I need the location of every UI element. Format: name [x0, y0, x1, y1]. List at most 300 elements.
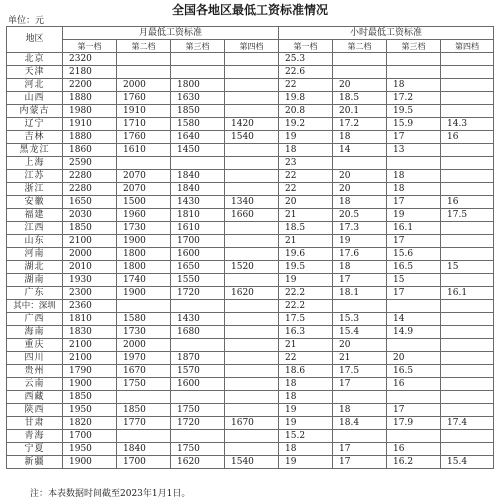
monthly-tier-3-cell: 1640: [171, 131, 225, 144]
monthly-tier-2-cell: 1840: [117, 443, 171, 456]
hourly-tier-3-cell: 17: [387, 235, 441, 248]
monthly-tier-4-cell: [225, 326, 279, 339]
hourly-tier-4-cell: [441, 144, 494, 157]
hourly-tier-4-cell: 16.1: [441, 287, 494, 300]
hourly-tier-4-cell: [441, 365, 494, 378]
monthly-tier-1-cell: 2000: [63, 248, 117, 261]
monthly-tier-3-cell: 1630: [171, 92, 225, 105]
monthly-tier-2-cell: 2070: [117, 183, 171, 196]
monthly-tier-3-cell: 1850: [171, 105, 225, 118]
table-row: [7, 235, 494, 248]
hourly-tier-2-cell: 18: [333, 261, 387, 274]
region-cell: 天津: [7, 66, 63, 79]
monthly-tier-4-cell: [225, 144, 279, 157]
hourly-tier-1-cell: 19: [279, 274, 333, 287]
monthly-tier-4-cell: [225, 430, 279, 443]
table-row: [7, 196, 494, 209]
hourly-tier-3-cell: 16.1: [387, 222, 441, 235]
monthly-tier-1-cell: 2010: [63, 261, 117, 274]
region-cell: 其中：深圳: [7, 300, 63, 313]
monthly-tier-3-cell: 1550: [171, 274, 225, 287]
monthly-tier-1-cell: 1880: [63, 92, 117, 105]
monthly-tier-3-cell: 1600: [171, 248, 225, 261]
monthly-tier-4-cell: [225, 313, 279, 326]
header-row-groups: [7, 27, 494, 40]
table-row: [7, 66, 494, 79]
monthly-tier-1-cell: 1950: [63, 443, 117, 456]
monthly-tier-1-cell: 2360: [63, 300, 117, 313]
hourly-tier-2-cell: [333, 430, 387, 443]
monthly-tier-4-cell: [225, 183, 279, 196]
hourly-tier-4-cell: [441, 313, 494, 326]
region-cell: 宁夏: [7, 443, 63, 456]
monthly-tier-3-cell: 1720: [171, 417, 225, 430]
monthly-tier-2-cell: 1770: [117, 417, 171, 430]
hourly-tier-2-cell: 14: [333, 144, 387, 157]
monthly-tier-4-cell: [225, 365, 279, 378]
hourly-tier-3-cell: 17: [387, 404, 441, 417]
monthly-tier-1-cell: 2280: [63, 183, 117, 196]
monthly-tier-3-cell: 1840: [171, 170, 225, 183]
monthly-tier-2-cell: 1910: [117, 105, 171, 118]
region-cell: 海南: [7, 326, 63, 339]
region-header: 地区: [7, 27, 63, 53]
table-row: [7, 352, 494, 365]
monthly-tier-1-cell: 1820: [63, 417, 117, 430]
monthly-tier-2-cell: [117, 53, 171, 66]
hourly-tier-4-cell: 16: [441, 131, 494, 144]
hourly-tier-4-cell: [441, 222, 494, 235]
monthly-tier-3-header: 第三档: [171, 40, 225, 53]
monthly-tier-2-cell: [117, 300, 171, 313]
hourly-tier-1-cell: 18: [279, 391, 333, 404]
monthly-tier-1-cell: 2100: [63, 339, 117, 352]
monthly-tier-2-cell: 2070: [117, 170, 171, 183]
table-row: [7, 222, 494, 235]
monthly-tier-2-cell: 1750: [117, 378, 171, 391]
hourly-tier-3-cell: [387, 66, 441, 79]
hourly-tier-3-cell: 13: [387, 144, 441, 157]
monthly-tier-1-cell: 2590: [63, 157, 117, 170]
monthly-tier-1-cell: 1700: [63, 430, 117, 443]
monthly-tier-1-cell: 1910: [63, 118, 117, 131]
monthly-tier-4-cell: [225, 352, 279, 365]
footnote: 注：本表数据时间截至2023年1月1日。: [30, 489, 191, 499]
hourly-tier-1-cell: 16.3: [279, 326, 333, 339]
monthly-tier-2-cell: [117, 391, 171, 404]
hourly-tier-2-cell: 15.4: [333, 326, 387, 339]
monthly-tier-4-cell: 1660: [225, 209, 279, 222]
hourly-tier-2-cell: 17.6: [333, 248, 387, 261]
monthly-tier-2-cell: 2000: [117, 339, 171, 352]
monthly-tier-3-cell: 1570: [171, 365, 225, 378]
monthly-tier-3-cell: 1600: [171, 378, 225, 391]
region-cell: 安徽: [7, 196, 63, 209]
hourly-tier-4-cell: [441, 92, 494, 105]
region-cell: 黑龙江: [7, 144, 63, 157]
hourly-tier-1-cell: 23: [279, 157, 333, 170]
hourly-tier-2-cell: 19: [333, 235, 387, 248]
table-row: [7, 79, 494, 92]
table-row: [7, 378, 494, 391]
hourly-tier-3-cell: [387, 430, 441, 443]
hourly-tier-4-cell: [441, 300, 494, 313]
monthly-tier-2-cell: [117, 66, 171, 79]
monthly-tier-4-cell: [225, 105, 279, 118]
hourly-tier-3-cell: [387, 391, 441, 404]
table-row: [7, 300, 494, 313]
hourly-tier-1-cell: 19.2: [279, 118, 333, 131]
monthly-tier-2-cell: 1760: [117, 92, 171, 105]
monthly-tier-3-cell: [171, 339, 225, 352]
hourly-tier-1-cell: 19: [279, 456, 333, 469]
monthly-tier-4-header: 第四档: [225, 40, 279, 53]
hourly-tier-4-cell: [441, 443, 494, 456]
region-cell: 陕西: [7, 404, 63, 417]
region-cell: 北京: [7, 53, 63, 66]
table-row: [7, 105, 494, 118]
monthly-tier-4-cell: [225, 235, 279, 248]
hourly-tier-1-cell: 19: [279, 131, 333, 144]
region-cell: 上海: [7, 157, 63, 170]
hourly-tier-2-cell: 21: [333, 352, 387, 365]
monthly-tier-4-cell: [225, 443, 279, 456]
monthly-tier-4-cell: [225, 66, 279, 79]
table-row: [7, 313, 494, 326]
region-cell: 甘肃: [7, 417, 63, 430]
hourly-tier-1-cell: 19: [279, 417, 333, 430]
monthly-tier-1-cell: 2200: [63, 79, 117, 92]
hourly-tier-2-cell: [333, 391, 387, 404]
hourly-tier-3-header: 第三档: [387, 40, 441, 53]
monthly-tier-1-cell: 2100: [63, 352, 117, 365]
hourly-tier-3-cell: [387, 157, 441, 170]
hourly-tier-3-cell: 15.6: [387, 248, 441, 261]
hourly-tier-4-cell: [441, 274, 494, 287]
hourly-tier-1-cell: 19: [279, 404, 333, 417]
monthly-tier-4-cell: [225, 274, 279, 287]
monthly-tier-1-cell: 2280: [63, 170, 117, 183]
hourly-tier-3-cell: 16: [387, 443, 441, 456]
region-cell: 山西: [7, 92, 63, 105]
hourly-tier-1-cell: 18: [279, 378, 333, 391]
monthly-tier-4-cell: [225, 404, 279, 417]
hourly-tier-1-cell: 22.2: [279, 287, 333, 300]
monthly-tier-3-cell: 1800: [171, 79, 225, 92]
monthly-tier-2-header: 第二档: [117, 40, 171, 53]
hourly-tier-3-cell: 15: [387, 274, 441, 287]
monthly-tier-4-cell: [225, 222, 279, 235]
hourly-tier-4-cell: 15.4: [441, 456, 494, 469]
hourly-tier-1-cell: 18: [279, 443, 333, 456]
table-row: [7, 391, 494, 404]
hourly-tier-1-cell: 22.2: [279, 300, 333, 313]
hourly-tier-2-cell: 18.4: [333, 417, 387, 430]
hourly-tier-2-cell: 17.2: [333, 118, 387, 131]
hourly-tier-3-cell: 16.2: [387, 456, 441, 469]
hourly-tier-4-cell: [441, 66, 494, 79]
table-row: [7, 248, 494, 261]
monthly-tier-3-cell: 1810: [171, 209, 225, 222]
monthly-tier-1-cell: 1810: [63, 313, 117, 326]
region-cell: 广西: [7, 313, 63, 326]
region-cell: 内蒙古: [7, 105, 63, 118]
hourly-tier-4-cell: 14.3: [441, 118, 494, 131]
table-row: [7, 274, 494, 287]
hourly-tier-3-cell: [387, 339, 441, 352]
hourly-tier-3-cell: 17: [387, 196, 441, 209]
hourly-tier-1-cell: 21: [279, 235, 333, 248]
monthly-tier-3-cell: 1840: [171, 183, 225, 196]
monthly-tier-3-cell: 1430: [171, 196, 225, 209]
hourly-tier-4-cell: [441, 391, 494, 404]
region-cell: 福建: [7, 209, 63, 222]
table-row: [7, 430, 494, 443]
region-cell: 山东: [7, 235, 63, 248]
hourly-tier-4-cell: [441, 430, 494, 443]
monthly-tier-1-cell: 2180: [63, 66, 117, 79]
hourly-tier-1-cell: 18.6: [279, 365, 333, 378]
monthly-tier-1-cell: 1980: [63, 105, 117, 118]
region-cell: 河南: [7, 248, 63, 261]
monthly-tier-1-cell: 1790: [63, 365, 117, 378]
hourly-tier-1-cell: 22: [279, 183, 333, 196]
table-row: [7, 131, 494, 144]
hourly-tier-4-cell: [441, 157, 494, 170]
hourly-tier-4-cell: 16: [441, 196, 494, 209]
hourly-tier-2-cell: [333, 66, 387, 79]
monthly-tier-3-cell: [171, 430, 225, 443]
hourly-tier-3-cell: 18: [387, 183, 441, 196]
hourly-tier-1-cell: 22: [279, 352, 333, 365]
monthly-tier-2-cell: 1900: [117, 235, 171, 248]
hourly-tier-1-cell: 18.5: [279, 222, 333, 235]
monthly-tier-2-cell: 1710: [117, 118, 171, 131]
monthly-tier-4-cell: 1670: [225, 417, 279, 430]
monthly-tier-4-cell: [225, 339, 279, 352]
monthly-tier-2-cell: 1800: [117, 261, 171, 274]
monthly-tier-3-cell: [171, 66, 225, 79]
hourly-tier-3-cell: 16.5: [387, 261, 441, 274]
monthly-tier-4-cell: 1420: [225, 118, 279, 131]
monthly-tier-3-cell: 1650: [171, 261, 225, 274]
monthly-tier-3-cell: 1620: [171, 456, 225, 469]
hourly-tier-2-cell: [333, 300, 387, 313]
monthly-tier-3-cell: 1750: [171, 404, 225, 417]
region-cell: 新疆: [7, 456, 63, 469]
hourly-tier-1-cell: 18: [279, 144, 333, 157]
monthly-tier-4-cell: 1520: [225, 261, 279, 274]
monthly-tier-3-cell: 1610: [171, 222, 225, 235]
table-row: [7, 443, 494, 456]
hourly-tier-2-cell: 15.3: [333, 313, 387, 326]
hourly-tier-1-cell: 21: [279, 209, 333, 222]
table-row: [7, 170, 494, 183]
hourly-tier-1-cell: 15.2: [279, 430, 333, 443]
monthly-tier-1-cell: 1650: [63, 196, 117, 209]
hourly-tier-2-cell: 17: [333, 456, 387, 469]
hourly-tier-4-cell: [441, 339, 494, 352]
table-row: [7, 456, 494, 469]
hourly-tier-4-cell: [441, 53, 494, 66]
region-cell: 河北: [7, 79, 63, 92]
monthly-tier-4-cell: 1540: [225, 131, 279, 144]
hourly-tier-2-cell: 18: [333, 404, 387, 417]
hourly-tier-4-cell: [441, 79, 494, 92]
monthly-tier-4-cell: [225, 53, 279, 66]
region-cell: 重庆: [7, 339, 63, 352]
hourly-tier-3-cell: 18: [387, 170, 441, 183]
monthly-tier-3-cell: [171, 53, 225, 66]
hourly-tier-2-cell: 20: [333, 339, 387, 352]
region-cell: 四川: [7, 352, 63, 365]
region-cell: 吉林: [7, 131, 63, 144]
monthly-tier-2-cell: 1850: [117, 404, 171, 417]
hourly-tier-4-cell: [441, 378, 494, 391]
monthly-tier-4-cell: [225, 248, 279, 261]
region-cell: 江苏: [7, 170, 63, 183]
region-cell: 湖北: [7, 261, 63, 274]
hourly-tier-2-cell: 20: [333, 183, 387, 196]
monthly-tier-2-cell: 1730: [117, 326, 171, 339]
monthly-tier-1-cell: 1880: [63, 131, 117, 144]
monthly-tier-1-cell: 2100: [63, 235, 117, 248]
monthly-tier-2-cell: 1960: [117, 209, 171, 222]
monthly-tier-2-cell: 1900: [117, 287, 171, 300]
hourly-tier-2-cell: 20: [333, 170, 387, 183]
monthly-tier-1-cell: 1850: [63, 222, 117, 235]
hourly-tier-2-cell: 18.5: [333, 92, 387, 105]
monthly-tier-2-cell: [117, 157, 171, 170]
monthly-tier-3-cell: 1700: [171, 235, 225, 248]
hourly-tier-2-cell: 20.1: [333, 105, 387, 118]
table-row: [7, 261, 494, 274]
table-row: [7, 417, 494, 430]
monthly-tier-4-cell: [225, 378, 279, 391]
table-row: [7, 144, 494, 157]
hourly-tier-1-cell: 19.6: [279, 248, 333, 261]
monthly-tier-2-cell: 1740: [117, 274, 171, 287]
monthly-tier-3-cell: 1580: [171, 118, 225, 131]
monthly-tier-3-cell: [171, 300, 225, 313]
hourly-tier-3-cell: [387, 53, 441, 66]
region-cell: 浙江: [7, 183, 63, 196]
page-title: 全国各地区最低工资标准情况: [171, 3, 328, 17]
hourly-tier-2-cell: [333, 53, 387, 66]
hourly-tier-4-cell: 15: [441, 261, 494, 274]
table-row: [7, 209, 494, 222]
monthly-tier-1-cell: 1830: [63, 326, 117, 339]
monthly-tier-2-cell: 1800: [117, 248, 171, 261]
monthly-tier-1-cell: 2300: [63, 287, 117, 300]
monthly-tier-2-cell: [117, 430, 171, 443]
hourly-tier-2-cell: 17: [333, 443, 387, 456]
region-cell: 广东: [7, 287, 63, 300]
hourly-tier-1-cell: 17.5: [279, 313, 333, 326]
table-body: [7, 53, 494, 469]
monthly-tier-3-cell: 1720: [171, 287, 225, 300]
table-row: [7, 92, 494, 105]
monthly-tier-4-cell: [225, 157, 279, 170]
monthly-tier-2-cell: 1610: [117, 144, 171, 157]
monthly-tier-1-cell: 1900: [63, 378, 117, 391]
monthly-tier-3-cell: 1450: [171, 144, 225, 157]
region-cell: 西藏: [7, 391, 63, 404]
hourly-tier-2-header: 第二档: [333, 40, 387, 53]
hourly-tier-2-cell: 18.1: [333, 287, 387, 300]
hourly-tier-3-cell: 18: [387, 79, 441, 92]
unit-label: 单位：元: [8, 16, 45, 26]
hourly-tier-4-cell: [441, 235, 494, 248]
monthly-tier-1-cell: 1900: [63, 456, 117, 469]
table-row: [7, 339, 494, 352]
monthly-tier-1-header: 第一档: [63, 40, 117, 53]
table-row: [7, 404, 494, 417]
table-row: [7, 157, 494, 170]
hourly-tier-3-cell: 19.5: [387, 105, 441, 118]
monthly-tier-1-cell: 1860: [63, 144, 117, 157]
hourly-tier-1-cell: 19.8: [279, 92, 333, 105]
monthly-tier-1-cell: 2320: [63, 53, 117, 66]
hourly-tier-2-cell: 17: [333, 378, 387, 391]
hourly-tier-3-cell: 16.5: [387, 365, 441, 378]
hourly-tier-3-cell: 17.2: [387, 92, 441, 105]
hourly-tier-3-cell: 14.9: [387, 326, 441, 339]
hourly-tier-4-cell: [441, 183, 494, 196]
hourly-tier-1-cell: 21: [279, 339, 333, 352]
hourly-tier-1-cell: 22.6: [279, 66, 333, 79]
hourly-tier-4-cell: 17.5: [441, 209, 494, 222]
hourly-tier-3-cell: 17: [387, 287, 441, 300]
monthly-tier-2-cell: 1760: [117, 131, 171, 144]
monthly-tier-2-cell: 1500: [117, 196, 171, 209]
monthly-tier-1-cell: 1950: [63, 404, 117, 417]
monthly-tier-3-cell: 1870: [171, 352, 225, 365]
hourly-tier-2-cell: 20.5: [333, 209, 387, 222]
hourly-tier-1-cell: 22: [279, 170, 333, 183]
monthly-tier-4-cell: [225, 170, 279, 183]
monthly-tier-4-cell: [225, 79, 279, 92]
monthly-tier-2-cell: 1730: [117, 222, 171, 235]
monthly-tier-3-cell: [171, 391, 225, 404]
region-cell: 辽宁: [7, 118, 63, 131]
monthly-tier-2-cell: 1700: [117, 456, 171, 469]
table-row: [7, 183, 494, 196]
region-cell: 青海: [7, 430, 63, 443]
hourly-tier-3-cell: 20: [387, 352, 441, 365]
hourly-tier-2-cell: [333, 157, 387, 170]
hourly-tier-4-header: 第四档: [441, 40, 494, 53]
hourly-tier-4-cell: [441, 105, 494, 118]
hourly-tier-2-cell: 17.5: [333, 365, 387, 378]
hourly-tier-4-cell: [441, 170, 494, 183]
hourly-tier-4-cell: [441, 326, 494, 339]
hourly-tier-3-cell: 16: [387, 378, 441, 391]
hourly-tier-2-cell: 17.3: [333, 222, 387, 235]
hourly-tier-4-cell: [441, 352, 494, 365]
hourly-tier-2-cell: 20: [333, 79, 387, 92]
monthly-tier-3-cell: [171, 157, 225, 170]
hourly-tier-2-cell: 17: [333, 274, 387, 287]
monthly-tier-4-cell: 1620: [225, 287, 279, 300]
monthly-tier-3-cell: 1680: [171, 326, 225, 339]
minimum-wage-table: [6, 26, 494, 469]
monthly-tier-3-cell: 1430: [171, 313, 225, 326]
hourly-tier-4-cell: 17.4: [441, 417, 494, 430]
hourly-tier-3-cell: 15.9: [387, 118, 441, 131]
hourly-tier-1-cell: 20.8: [279, 105, 333, 118]
monthly-tier-4-cell: [225, 391, 279, 404]
